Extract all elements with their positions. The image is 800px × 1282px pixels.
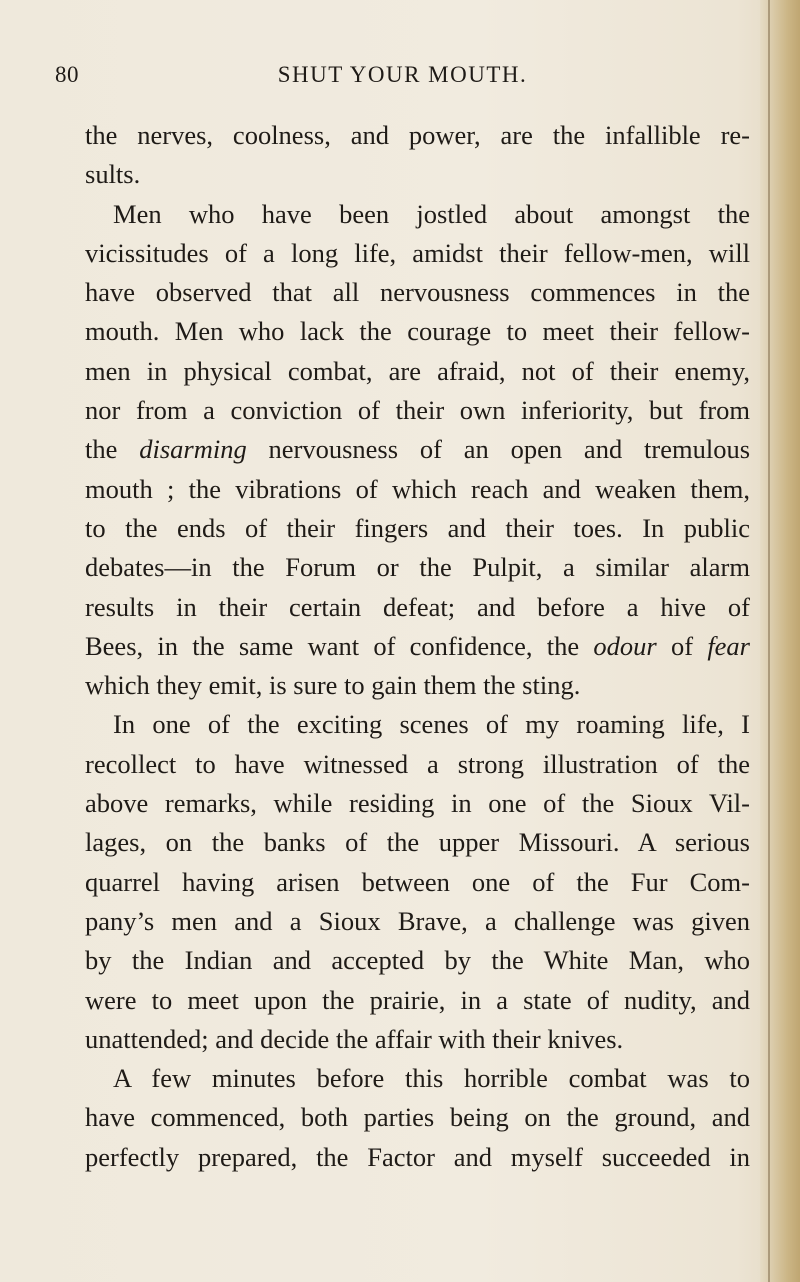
italic-text: disarming	[139, 434, 247, 465]
italic-text: odour	[593, 630, 657, 661]
gutter-fold-line	[768, 0, 770, 1282]
text-line: nor from a conviction of their own inferiority, but from	[85, 395, 750, 426]
text-line: above remarks, while residing in one of the Sioux Vil-	[85, 788, 750, 819]
page-header	[55, 62, 750, 96]
text-line: Men who have been jostled about amongst the	[113, 198, 750, 229]
text-line: pany’s men and a Sioux Brave, a challenge was given	[85, 905, 750, 936]
text-line: have observed that all nervousness commences in the	[85, 277, 750, 308]
text-line: sults.	[85, 159, 141, 190]
text-line: unattended; and decide the affair with their knives.	[85, 1023, 624, 1054]
text-line: debates—in the Forum or the Pulpit, a similar alarm	[85, 552, 750, 583]
text-segment: the	[85, 434, 140, 465]
text-line: mouth ; the vibrations of which reach and weaken them,	[85, 473, 750, 504]
text-line	[85, 430, 750, 469]
text-line: vicissitudes of a long life, amidst their fellow-men, will	[85, 237, 750, 268]
page-edge-binding	[760, 0, 800, 1282]
text-line: results in their certain defeat; and before a hive of	[85, 591, 750, 622]
body-text	[85, 116, 750, 1177]
text-line: were to meet upon the prairie, in a state of nudity, and	[85, 984, 750, 1015]
italic-text: fear	[707, 630, 750, 661]
text-line: to the ends of their fingers and their toes. In public	[85, 512, 750, 543]
text-line: perfectly prepared, the Factor and myself succeeded in	[85, 1141, 750, 1172]
text-segment: Bees, in the same want of confidence, the	[85, 630, 594, 661]
text-segment: nervousness of an open and tremulous	[246, 434, 751, 465]
running-head: SHUT YOUR MOUTH.	[277, 62, 528, 87]
text-line: the nerves, coolness, and power, are the infallible re-	[85, 120, 750, 150]
text-line: recollect to have witnessed a strong illustration of the	[85, 748, 750, 779]
text-line: have commenced, both parties being on the ground, and	[85, 1102, 750, 1133]
text-line: lages, on the banks of the upper Missouri. A serious	[85, 827, 750, 858]
text-line: quarrel having arisen between one of the Fur Com-	[85, 866, 750, 897]
text-line: men in physical combat, are afraid, not of their enemy,	[85, 355, 750, 386]
text-line	[85, 627, 750, 666]
text-segment: of	[656, 630, 708, 661]
text-line: by the Indian and accepted by the White Man, who	[85, 945, 750, 976]
page-number: 80	[55, 62, 79, 87]
text-line: In one of the exciting scenes of my roaming life, I	[113, 709, 750, 740]
text-line: mouth. Men who lack the courage to meet their fellow-	[85, 316, 750, 347]
text-line: which they emit, is sure to gain them the sting.	[85, 670, 581, 701]
text-line: A few minutes before this horrible combat was to	[113, 1063, 750, 1094]
